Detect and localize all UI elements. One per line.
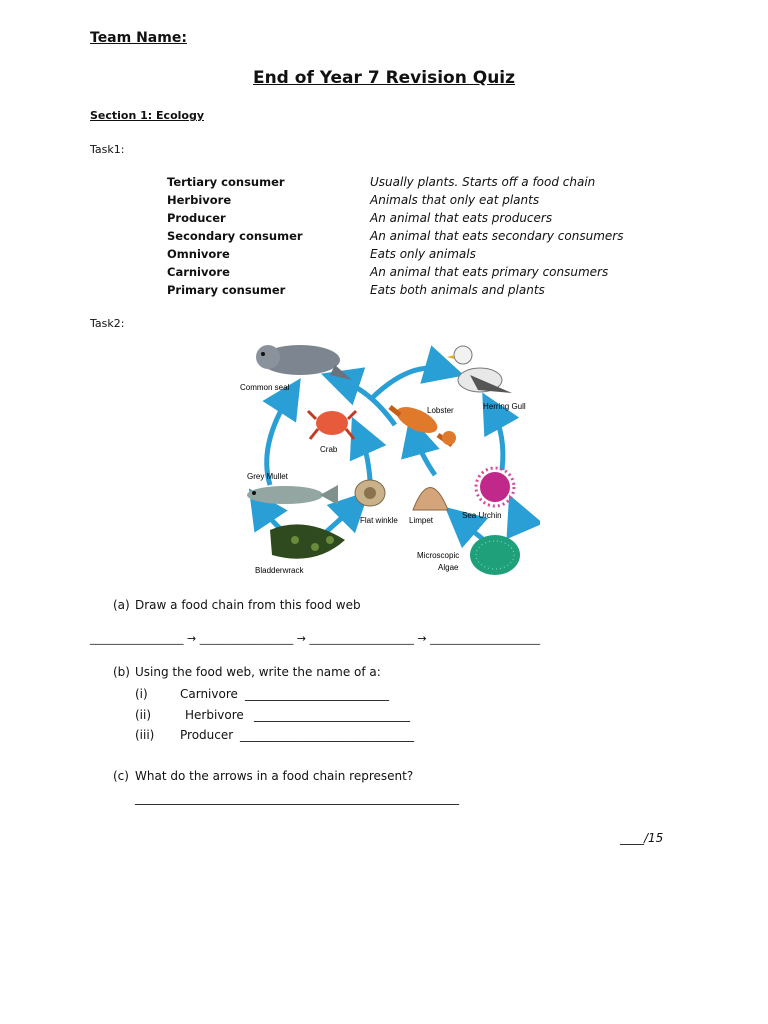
- question-a-number: (a): [113, 598, 130, 612]
- arrows-answer-line[interactable]: ______________________________________________________: [135, 791, 459, 805]
- question-b-number: (b): [113, 665, 130, 679]
- label-microscopic: Microscopic: [417, 551, 460, 560]
- question-b-iii-number: (iii): [135, 728, 155, 742]
- definition: Animals that only eat plants: [370, 193, 540, 207]
- question-c-text: What do the arrows in a food chain represent?: [135, 769, 414, 783]
- question-b-ii-label: Herbivore: [185, 708, 244, 722]
- label-flat-winkle: Flat winkle: [360, 516, 398, 525]
- question-b-ii-number: (ii): [135, 708, 152, 722]
- label-lobster: Lobster: [427, 406, 454, 415]
- term: Omnivore: [167, 247, 230, 261]
- definition: Eats both animals and plants: [370, 283, 545, 297]
- definition: An animal that eats producers: [370, 211, 553, 225]
- score-total: ____/15: [620, 831, 664, 845]
- limpet-icon: [413, 488, 448, 511]
- label-crab: Crab: [320, 445, 338, 454]
- label-common-seal: Common seal: [240, 383, 290, 392]
- label-sea-urchin: Sea Urchin: [462, 511, 502, 520]
- label-bladderwrack: Bladderwrack: [255, 566, 304, 575]
- food-web-diagram: [230, 335, 540, 580]
- herring-gull-icon: [447, 346, 512, 393]
- term: Carnivore: [167, 265, 230, 279]
- page-title: End of Year 7 Revision Quiz: [252, 68, 516, 88]
- term: Primary consumer: [167, 283, 286, 297]
- definition: An animal that eats primary consumers: [370, 265, 609, 279]
- crab-icon: [308, 411, 356, 439]
- arrow-algae-to-urchin: [515, 513, 518, 530]
- carnivore-answer-line[interactable]: ________________________: [245, 687, 389, 701]
- definition: An animal that eats secondary consumers: [370, 229, 624, 243]
- definition: Usually plants. Starts off a food chain: [370, 175, 596, 189]
- sea-urchin-icon: [476, 468, 514, 506]
- question-b-iii-label: Producer: [180, 728, 234, 742]
- common-seal-icon: [256, 345, 352, 380]
- task2-label: Task2:: [90, 317, 125, 330]
- definitions-list: [370, 173, 623, 299]
- question-b-i-number: (i): [135, 687, 148, 701]
- label-herring-gull: Herring Gull: [483, 402, 526, 411]
- section-heading: Section 1: Ecology: [90, 109, 204, 122]
- food-chain-answer-line[interactable]: _________________ → _________________ → ___________________ → ____________________: [90, 632, 541, 645]
- term: Secondary consumer: [167, 229, 303, 243]
- question-c-number: (c): [113, 769, 129, 783]
- term: Tertiary consumer: [167, 175, 285, 189]
- arrow-crab-to-gull: [370, 368, 445, 400]
- label-limpet: Limpet: [409, 516, 434, 525]
- term: Herbivore: [167, 193, 232, 207]
- microscopic-algae-icon: [470, 535, 520, 575]
- producer-answer-line[interactable]: _____________________________: [240, 728, 414, 742]
- grey-mullet-icon: [247, 485, 338, 505]
- question-b-i-label: Carnivore: [180, 687, 238, 701]
- flat-winkle-icon: [355, 480, 385, 506]
- terms-list: [167, 173, 303, 299]
- arrow-urchin-to-gull: [492, 410, 503, 470]
- question-b-text: Using the food web, write the name of a:: [135, 665, 381, 679]
- question-a-text: Draw a food chain from this food web: [135, 598, 361, 612]
- arrow-limpet-to-lobster: [415, 435, 435, 475]
- task1-label: Task1:: [90, 143, 125, 156]
- team-name-label: Team Name:: [90, 30, 187, 46]
- definition: Eats only animals: [370, 247, 476, 261]
- label-algae: Algae: [438, 563, 459, 572]
- term: Producer: [167, 211, 226, 225]
- label-grey-mullet: Grey Mullet: [247, 472, 288, 481]
- bladderwrack-icon: [270, 524, 345, 558]
- arrow-bladderwrack-to-winkle: [325, 505, 355, 533]
- arrow-winkle-to-crab: [360, 435, 370, 480]
- herbivore-answer-line[interactable]: __________________________: [254, 708, 410, 722]
